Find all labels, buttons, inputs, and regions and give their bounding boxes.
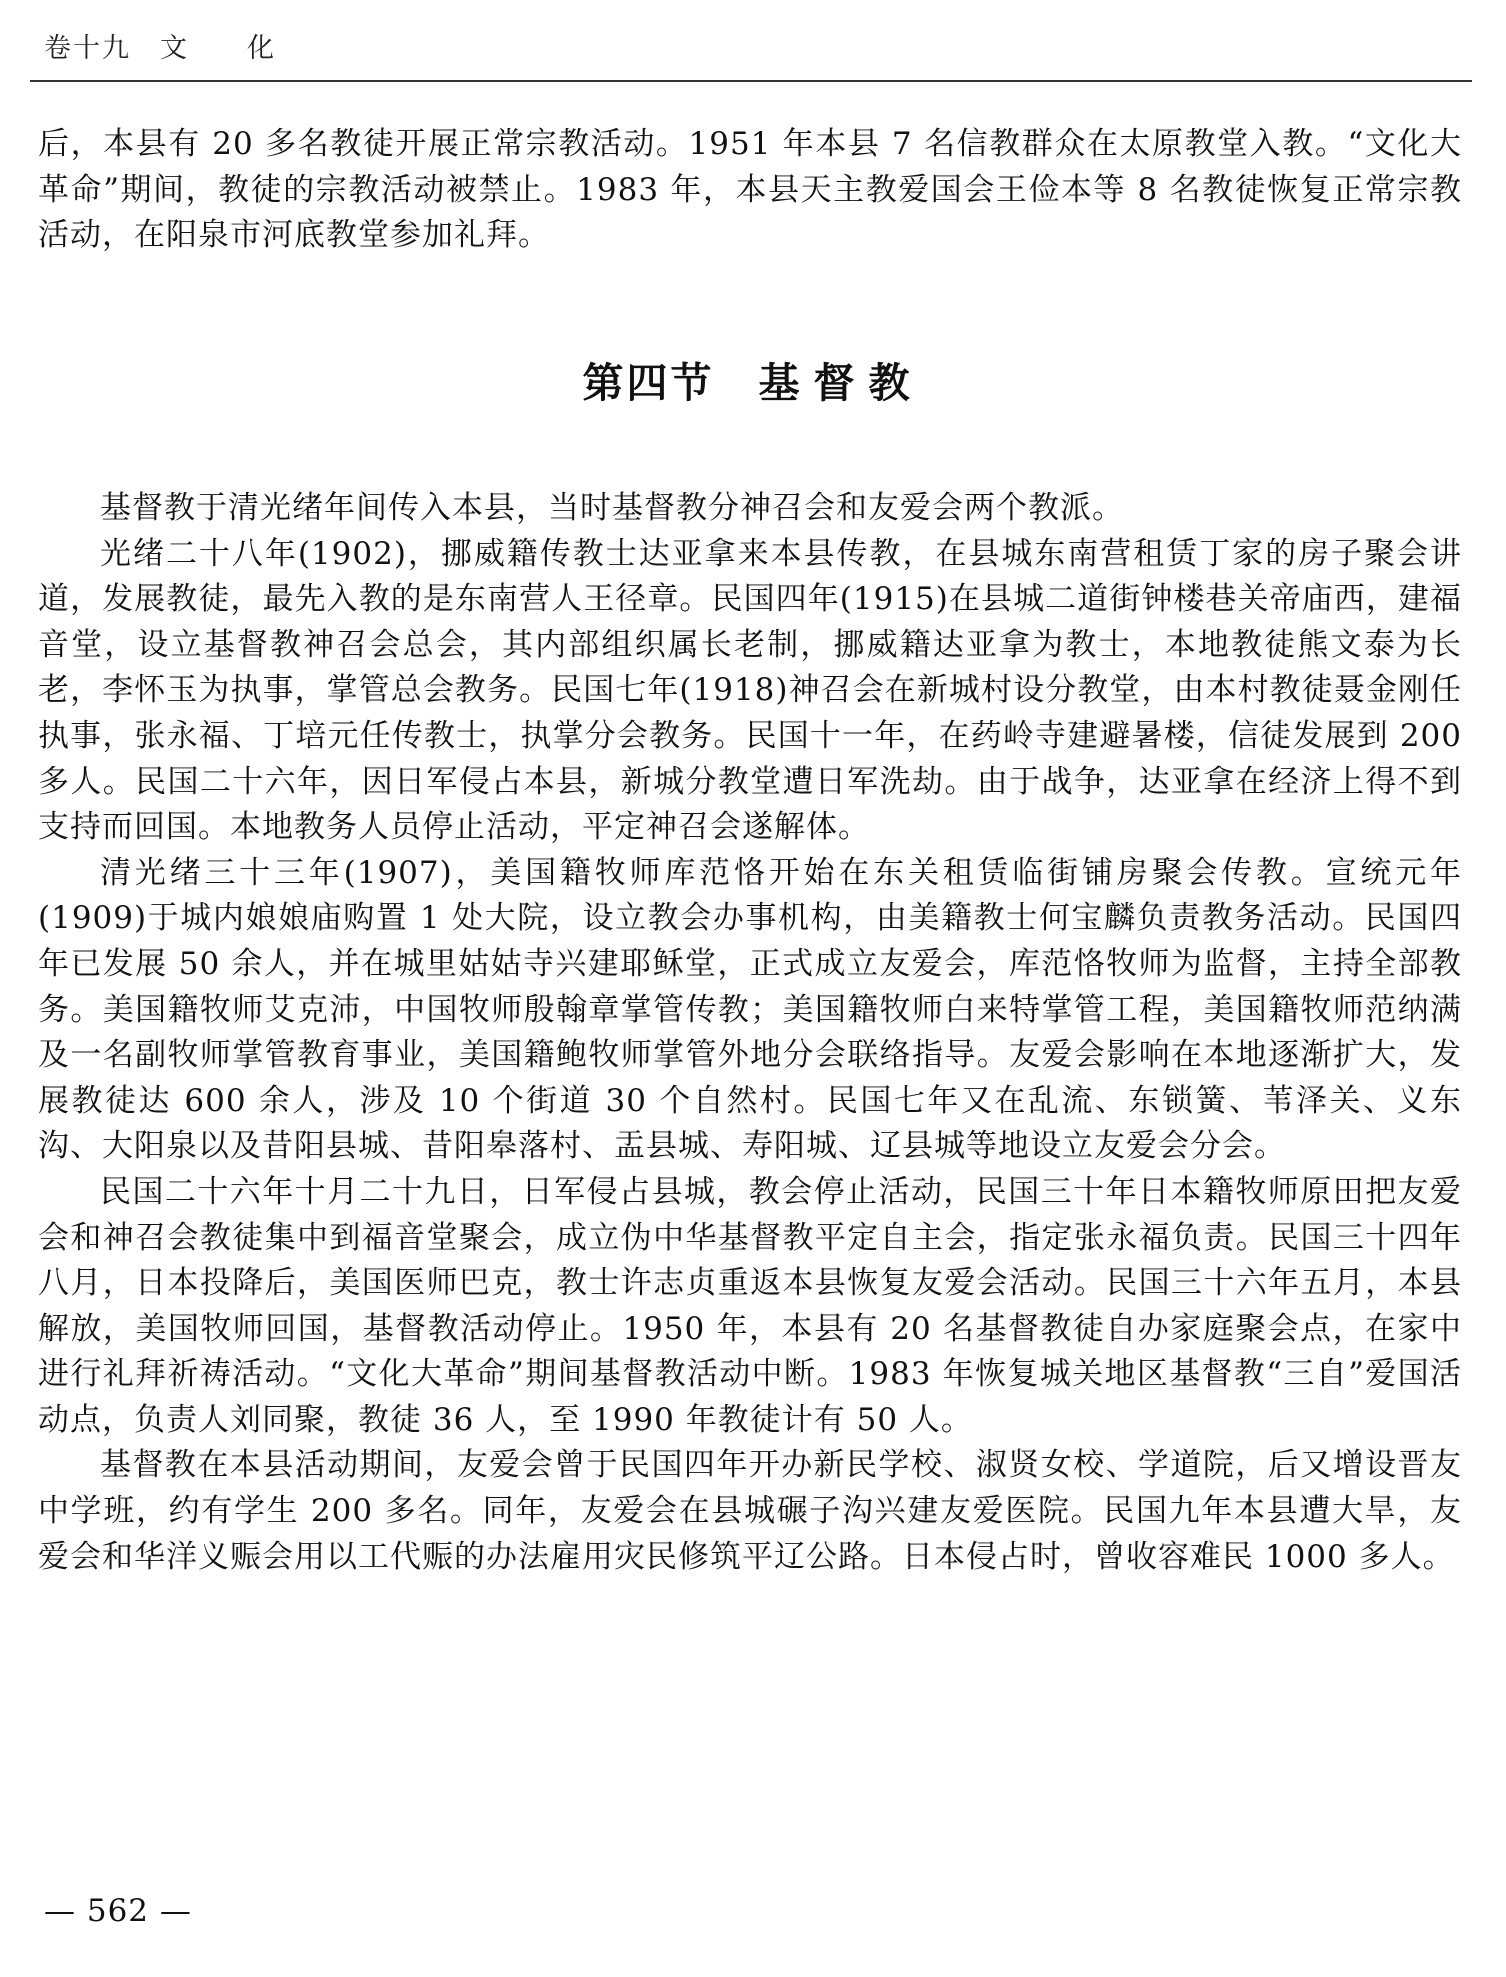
- continued-paragraph: 后，本县有 20 多名教徒开展正常宗教活动。1951 年本县 7 名信教群众在太原教堂入教。“文化大革命”期间，教徒的宗教活动被禁止。1983 年，本县天主教爱国会王俭本等 8 名教徒恢复正常宗教活动，在阳泉市河底教堂参加礼拜。: [38, 126, 1462, 254]
- paragraph-intro: 基督教于清光绪年间传入本县，当时基督教分神召会和友爱会两个教派。: [100, 490, 1124, 526]
- paragraph-shenzhaohui: 光绪二十八年(1902)，挪威籍传教士达亚拿来本县传教，在县城东南营租赁丁家的房子聚会讲道，发展教徒，最先入教的是东南营人王径章。民国四年(1915)在县城二道街钟楼巷关帝庙西，建福音堂，设立基督教神召会总会，其内部组织属长老制，挪威籍达亚拿为教士，本地教徒熊文泰为长老，李怀玉为执事，掌管总会教务。民国七年(1918)神召会在新城村设分教堂，由本村教徒聂金刚任执事，张永福、丁培元任传教士，执掌分会教务。民国十一年，在药岭寺建避暑楼，信徒发展到 200 多人。民国二十六年，因日军侵占本县，新城分教堂遭日军洗劫。由于战争，达亚拿在经济上得不到支持而回国。本地教务人员停止活动，平定神召会遂解体。: [38, 535, 1462, 846]
- paragraph-wartime-and-after: 民国二十六年十月二十九日，日军侵占县城，教会停止活动，民国三十年日本籍牧师原田把友爱会和神召会教徒集中到福音堂聚会，成立伪中华基督教平定自主会，指定张永福负责。民国三十四年八月，日本投降后，美国医师巴克，教士许志贞重返本县恢复友爱会活动。民国三十六年五月，本县解放，美国牧师回国，基督教活动停止。1950 年，本县有 20 名基督教徒自办家庭聚会点，在家中进行礼拜祈祷活动。“文化大革命”期间基督教活动中断。1983 年恢复城关地区基督教“三自”爱国活动点，负责人刘同聚，教徒 36 人，至 1990 年教徒计有 50 人。: [38, 1173, 1462, 1438]
- continued-text-block: [38, 122, 1462, 259]
- section-name: 基督教: [758, 359, 924, 407]
- paragraph-youaihui: 清光绪三十三年(1907)，美国籍牧师库范恪开始在东关租赁临街铺房聚会传教。宣统元年(1909)于城内娘娘庙购置 1 处大院，设立教会办事机构，由美籍教士何宝麟负责教务活动。民国四年已发展 50 余人，并在城里姑姑寺兴建耶稣堂，正式成立友爱会，库范恪牧师为监督，主持全部教务。美国籍牧师艾克沛，中国牧师殷翰章掌管传教；美国籍牧师白来特掌管工程，美国籍牧师范纳满及一名副牧师掌管教育事业，美国籍鲍牧师掌管外地分会联络指导。友爱会影响在本地逐渐扩大，发展教徒达 600 余人，涉及 10 个街道 30 个自然村。民国七年又在乱流、东锁簧、苇泽关、义东沟、大阳泉以及昔阳县城、昔阳皋落村、盂县城、寿阳城、辽县城等地设立友爱会分会。: [38, 854, 1462, 1165]
- section-title: [0, 350, 1506, 409]
- section-body: [38, 486, 1462, 1580]
- header-rule: [30, 80, 1472, 82]
- section-number: 第四节: [582, 359, 715, 407]
- paragraph-schools-and-relief: 基督教在本县活动期间，友爱会曾于民国四年开办新民学校、淑贤女校、学道院，后又增设晋友中学班，约有学生 200 多名。同年，友爱会在县城碾子沟兴建友爱医院。民国九年本县遭大旱，友爱会和华洋义赈会用以工代赈的办法雇用灾民修筑平辽公路。日本侵占时，曾收容难民 1000 多人。: [38, 1447, 1462, 1575]
- page-number: — 562 —: [44, 1893, 192, 1929]
- running-header: 卷十九 文 化: [44, 33, 276, 64]
